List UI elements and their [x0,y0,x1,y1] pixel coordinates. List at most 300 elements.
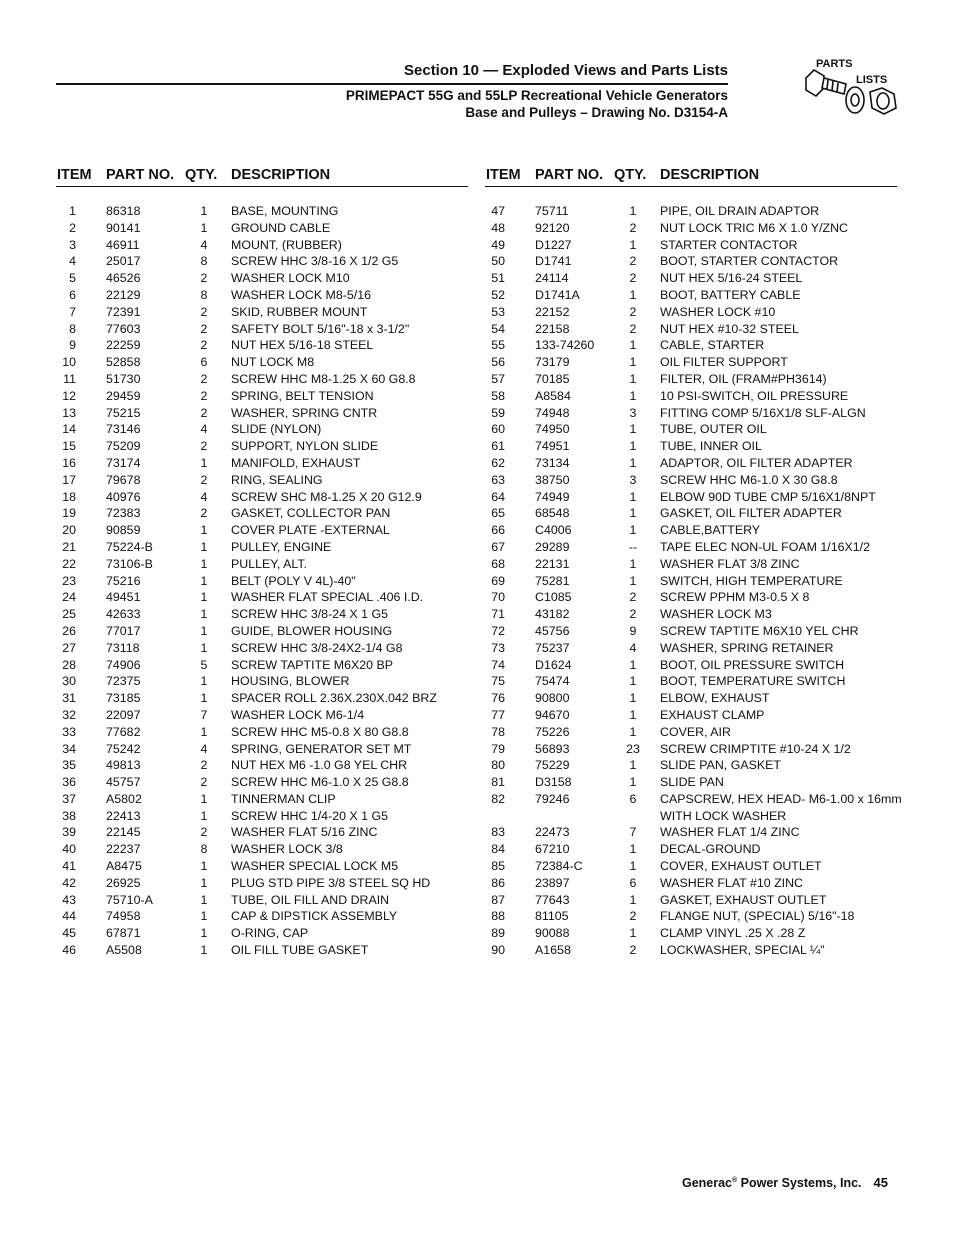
item-number: 37 [62,791,76,806]
header-rule [56,83,728,85]
part-number: C4006 [535,523,572,538]
section-title: Section 10 — Exploded Views and Parts Lists [404,62,728,79]
item-number: 64 [491,489,505,504]
description: PIPE, OIL DRAIN ADAPTOR [660,204,820,218]
table-row [56,456,468,473]
description: OIL FILL TUBE GASKET [231,943,369,958]
item-number: 34 [62,741,76,756]
quantity: 2 [629,321,637,336]
table-row [485,406,897,423]
quantity: 1 [200,556,208,571]
description: O-RING, CAP [231,926,309,941]
item-number: 62 [491,455,505,470]
part-number: A5802 [106,791,142,806]
company-name: Generac [681,1176,732,1190]
qty-column-header: QTY. [185,167,218,183]
item-number: 66 [491,523,505,538]
table-row [485,506,897,523]
part-number: 38750 [535,472,570,487]
item-number: 36 [62,775,76,790]
table-row [56,943,468,960]
part-number: 70185 [535,371,570,386]
quantity: 1 [629,489,637,504]
part-number: 73118 [106,640,140,655]
part-number: 25017 [106,254,141,269]
quantity: 23 [626,741,640,756]
part-number: 90859 [106,523,141,538]
part-number: 79678 [106,472,141,487]
item-number: 63 [491,472,505,487]
description: NUT HEX #10-32 STEEL [660,321,799,336]
item-number: 90 [491,943,505,958]
description: PLUG STD PIPE 3/8 STEEL SQ HD [231,875,431,890]
description: RING, SEALING [231,472,323,487]
table-row [56,607,468,624]
quantity: 1 [200,590,208,605]
part-number: 22131 [535,556,570,571]
part-number: 75209 [106,439,141,454]
description: TUBE, OUTER OIL [660,422,767,437]
quantity: 1 [629,287,637,302]
item-number: 56 [491,355,505,370]
quantity: 1 [200,724,208,739]
part-no-column-header: PART NO. [535,167,604,183]
table-row [56,490,468,507]
part-number: 74949 [535,489,570,504]
part-number: 24114 [535,271,569,286]
description: SCREW HHC M6-1.0 X 25 G8.8 [231,775,409,790]
part-number: 72384-C [535,859,583,874]
table-row [485,893,897,910]
description: NUT HEX 5/16-24 STEEL [660,271,803,286]
item-number: 69 [491,573,505,588]
item-number: 2 [69,220,76,235]
item-number: 88 [491,909,505,924]
quantity: 1 [629,371,637,386]
table-row [56,540,468,557]
quantity: 2 [200,338,208,353]
description: WASHER FLAT 1/4 ZINC [660,825,800,840]
description: GUIDE, BLOWER HOUSING [231,623,393,638]
part-number: 22413 [106,808,141,823]
description: WASHER LOCK M8-5/16 [231,287,372,302]
table-row [56,859,468,876]
part-number: 75711 [535,204,569,218]
description: SPACER ROLL 2.36X.230X.042 BRZ [231,691,437,706]
item-number: 16 [62,455,76,470]
description: SCREW HHC 1/4-20 X 1 G5 [231,808,388,823]
item-number: 78 [491,724,505,739]
description: SCREW HHC M8-1.25 X 60 G8.8 [231,371,416,386]
description: SKID, RUBBER MOUNT [231,304,368,319]
description: WASHER LOCK #10 [660,304,776,319]
item-number: 55 [491,338,505,353]
part-number: 22129 [106,287,141,302]
quantity: 1 [629,859,637,874]
part-number: 73185 [106,691,141,706]
table-row [485,590,897,607]
item-number: 24 [62,590,76,605]
quantity: 1 [629,422,637,437]
table-row [56,926,468,943]
table-row [56,909,468,926]
part-number: 74958 [106,909,141,924]
item-number: 83 [491,825,505,840]
item-number: 86 [491,875,505,890]
description: NUT LOCK TRIC M6 X 1.0 Y/ZNC [660,220,848,235]
quantity: 4 [629,640,637,655]
table-row [485,439,897,456]
quantity: 1 [200,791,208,806]
description: COVER PLATE -EXTERNAL [231,523,390,538]
quantity: 9 [629,623,637,638]
item-number: 82 [491,791,505,806]
part-number: 75474 [535,674,570,689]
part-number: 73146 [106,422,141,437]
item-number: 17 [62,472,76,487]
item-number: 9 [69,338,76,353]
table-row [56,523,468,540]
description: NUT HEX 5/16-18 STEEL [231,338,374,353]
description: SCREW PPHM M3-0.5 X 8 [660,590,810,605]
description-column-header: DESCRIPTION [660,167,760,183]
item-number: 18 [62,489,76,504]
table-row [485,254,897,271]
description: HOUSING, BLOWER [231,674,350,689]
quantity: 2 [200,775,208,790]
description: EXHAUST CLAMP [660,707,765,722]
item-number: 77 [491,707,505,722]
quantity: 2 [200,825,208,840]
table-row [485,322,897,339]
item-number: 19 [62,506,76,521]
part-number: 74950 [535,422,570,437]
table-row [485,607,897,624]
item-number: 87 [491,892,505,907]
part-number: 22158 [535,321,570,336]
description: FITTING COMP 5/16X1/8 SLF-ALGN [660,405,866,420]
item-number: 26 [62,623,76,638]
description: SLIDE (NYLON) [231,422,322,437]
table-row [56,271,468,288]
quantity: 5 [200,657,208,672]
item-number: 15 [62,439,76,454]
table-row [56,590,468,607]
description: TUBE, INNER OIL [660,439,762,454]
table-row [485,338,897,355]
table-row [56,876,468,893]
description-column-header: DESCRIPTION [231,167,331,183]
item-number: 52 [491,287,505,302]
table-row [485,523,897,540]
description: WASHER FLAT 5/16 ZINC [231,825,378,840]
description: NUT LOCK M8 [231,355,315,370]
description: FILTER, OIL (FRAM#PH3614) [660,371,827,386]
quantity: 1 [200,539,208,554]
item-number: 41 [62,859,76,874]
part-number: 67210 [535,842,570,857]
part-number: 77643 [535,892,570,907]
quantity: 1 [200,691,208,706]
table-row [56,322,468,339]
table-row [485,825,897,842]
item-number: 33 [62,724,76,739]
table-row [485,658,897,675]
part-number: 67871 [106,926,141,941]
part-number: 90800 [535,691,570,706]
part-number: 40976 [106,489,141,504]
quantity: 2 [200,439,208,454]
quantity: 6 [629,875,637,890]
parts-table-left [56,166,468,960]
table-row [485,809,897,826]
table-row [56,809,468,826]
quantity: 1 [629,573,637,588]
description: TINNERMAN CLIP [231,791,336,806]
table-row [485,674,897,691]
quantity: 7 [629,825,637,840]
description: WASHER FLAT #10 ZINC [660,875,803,890]
table-row [56,758,468,775]
part-number: 75710-A [106,892,153,907]
quantity: 1 [200,926,208,941]
quantity: 1 [629,724,637,739]
table-row [485,909,897,926]
item-number: 50 [491,254,505,269]
description: SUPPORT, NYLON SLIDE [231,439,379,454]
item-number: 60 [491,422,505,437]
description: WASHER LOCK M3 [660,607,772,622]
quantity: 1 [629,237,637,252]
drawing-title: Base and Pulleys – Drawing No. D3154-A [465,105,728,120]
part-number: 75281 [535,573,570,588]
description: SWITCH, HIGH TEMPERATURE [660,573,843,588]
description: WASHER, SPRING RETAINER [660,640,834,655]
quantity: 2 [200,506,208,521]
description: WASHER LOCK M6-1/4 [231,707,365,722]
quantity: 7 [200,707,208,722]
table-row [485,473,897,490]
table-row [56,691,468,708]
description: SCREW TAPTITE M6X10 YEL CHR [660,623,859,638]
table-row [56,792,468,809]
part-number: 75237 [535,640,570,655]
description: SCREW HHC 3/8-16 X 1/2 G5 [231,254,399,269]
part-number: 51730 [106,371,141,386]
part-number: D1624 [535,657,572,672]
washer-icon [846,87,864,113]
part-number: 22237 [106,842,141,857]
quantity: 2 [629,254,637,269]
description: TUBE, OIL FILL AND DRAIN [231,892,390,907]
quantity: 2 [629,304,637,319]
item-number: 54 [491,321,505,336]
table-row [485,791,902,809]
item-number: 12 [62,388,76,403]
item-number: 10 [62,355,76,370]
table-row [56,372,468,389]
item-number: 49 [491,237,505,252]
item-number: 14 [62,422,76,437]
description: CLAMP VINYL .25 X .28 Z [660,926,806,941]
description: FLANGE NUT, (SPECIAL) 5/16"-18 [660,909,855,924]
item-number: 27 [62,640,76,655]
quantity: 6 [200,355,208,370]
part-number: 92120 [535,220,570,235]
description: WASHER FLAT 3/8 ZINC [660,556,800,571]
description: SCREW HHC M5-0.8 X 80 G8.8 [231,724,409,739]
logo-text-lists: LISTS [856,74,888,86]
quantity: 2 [200,405,208,420]
description: ADAPTOR, OIL FILTER ADAPTER [660,455,853,470]
quantity: 1 [200,640,208,655]
part-number: 56893 [535,741,570,756]
part-number: 22097 [106,707,141,722]
part-number: 86318 [106,204,141,218]
item-number: 71 [491,607,505,622]
part-number: 72375 [106,674,141,689]
table-row [485,490,897,507]
quantity: 1 [629,388,637,403]
description: BOOT, TEMPERATURE SWITCH [660,674,846,689]
description: 10 PSI-SWITCH, OIL PRESSURE [660,388,849,403]
item-number: 80 [491,758,505,773]
quantity: 1 [629,523,637,538]
part-number: D1227 [535,237,572,252]
quantity: 1 [629,556,637,571]
item-number: 43 [62,892,76,907]
description: TAPE ELEC NON-UL FOAM 1/16X1/2 [660,539,871,554]
quantity: 1 [629,758,637,773]
description: WASHER SPECIAL LOCK M5 [231,859,399,874]
table-row [485,926,897,943]
table-row [485,271,897,288]
item-number: 39 [62,825,76,840]
quantity: 2 [629,271,637,286]
table-row [56,893,468,910]
quantity: 1 [629,842,637,857]
company-name-rest: Power Systems, Inc. [737,1176,862,1190]
table-row [485,758,897,775]
part-number: 75215 [106,405,141,420]
quantity: 2 [629,943,637,958]
description: BASE, MOUNTING [231,204,339,218]
table-row [56,338,468,355]
description: COVER, EXHAUST OUTLET [660,859,822,874]
table-row [56,305,468,322]
quantity: 2 [629,220,637,235]
table-row [56,506,468,523]
table-row [56,422,468,439]
item-number: 45 [62,926,76,941]
description: SCREW HHC 3/8-24 X 1 G5 [231,607,388,622]
description: BOOT, STARTER CONTACTOR [660,254,839,269]
description: SPRING, BELT TENSION [231,388,374,403]
description: WASHER FLAT SPECIAL .406 I.D. [231,590,424,605]
description: GASKET, EXHAUST OUTLET [660,892,827,907]
part-number: 75242 [106,741,141,756]
description: SCREW HHC 3/8-24X2-1/4 G8 [231,640,403,655]
part-number: 74906 [106,657,141,672]
table-row [56,825,468,842]
part-no-column-header: PART NO. [106,167,175,183]
quantity: 1 [629,674,637,689]
part-number: A1658 [535,943,571,958]
part-number: A5508 [106,943,142,958]
item-number: 3 [69,237,76,252]
qty-column-header: QTY. [614,167,647,183]
quantity: 1 [200,607,208,622]
item-number: 40 [62,842,76,857]
item-number: 73 [491,640,505,655]
table-row [485,288,897,305]
part-number: 77603 [106,321,141,336]
item-number: 68 [491,556,505,571]
table-row [56,725,468,742]
description: CABLE, STARTER [660,338,765,353]
part-number: 77682 [106,724,141,739]
quantity: 2 [200,371,208,386]
item-number: 20 [62,523,76,538]
quantity: 1 [200,808,208,823]
description: SCREW HHC M6-1.0 X 30 G8.8 [660,472,838,487]
part-number: 22145 [106,825,141,840]
part-number: 49451 [106,590,141,605]
table-row [485,422,897,439]
table-row [485,389,897,406]
table-row [56,389,468,406]
item-number: 42 [62,875,76,890]
part-number: 22473 [535,825,570,840]
description: SPRING, GENERATOR SET MT [231,741,412,756]
table-row [485,876,897,893]
bolt-icon [806,70,846,96]
description: WASHER LOCK M10 [231,271,350,286]
parts-list-left [56,204,468,960]
part-number: 52858 [106,355,141,370]
table-row [56,674,468,691]
description: DECAL-GROUND [660,842,761,857]
part-number: 45757 [106,775,141,790]
logo-text-parts: PARTS [816,58,853,70]
item-number: 4 [69,254,76,269]
part-number: 75226 [535,724,570,739]
table-row [485,859,897,876]
part-number: 90088 [535,926,570,941]
item-number: 65 [491,506,505,521]
item-number: 13 [62,405,76,420]
description: CAP & DIPSTICK ASSEMBLY [231,909,398,924]
quantity: 3 [629,472,637,487]
quantity: 4 [200,741,208,756]
parts-list-right [485,204,902,960]
table-row [56,439,468,456]
part-number: 29459 [106,388,141,403]
description: NUT HEX M6 -1.0 G8 YEL CHR [231,758,408,773]
quantity: 2 [200,321,208,336]
description: SCREW TAPTITE M6X20 BP [231,657,394,672]
part-number: 79246 [535,791,570,806]
description: SCREW SHC M8-1.25 X 20 G12.9 [231,489,422,504]
quantity: 1 [629,455,637,470]
part-number: 26925 [106,875,141,890]
part-number: 77017 [106,623,141,638]
part-number: 29289 [535,539,570,554]
part-number: A8475 [106,859,142,874]
quantity: 2 [200,472,208,487]
quantity: 1 [629,439,637,454]
quantity: 1 [629,355,637,370]
